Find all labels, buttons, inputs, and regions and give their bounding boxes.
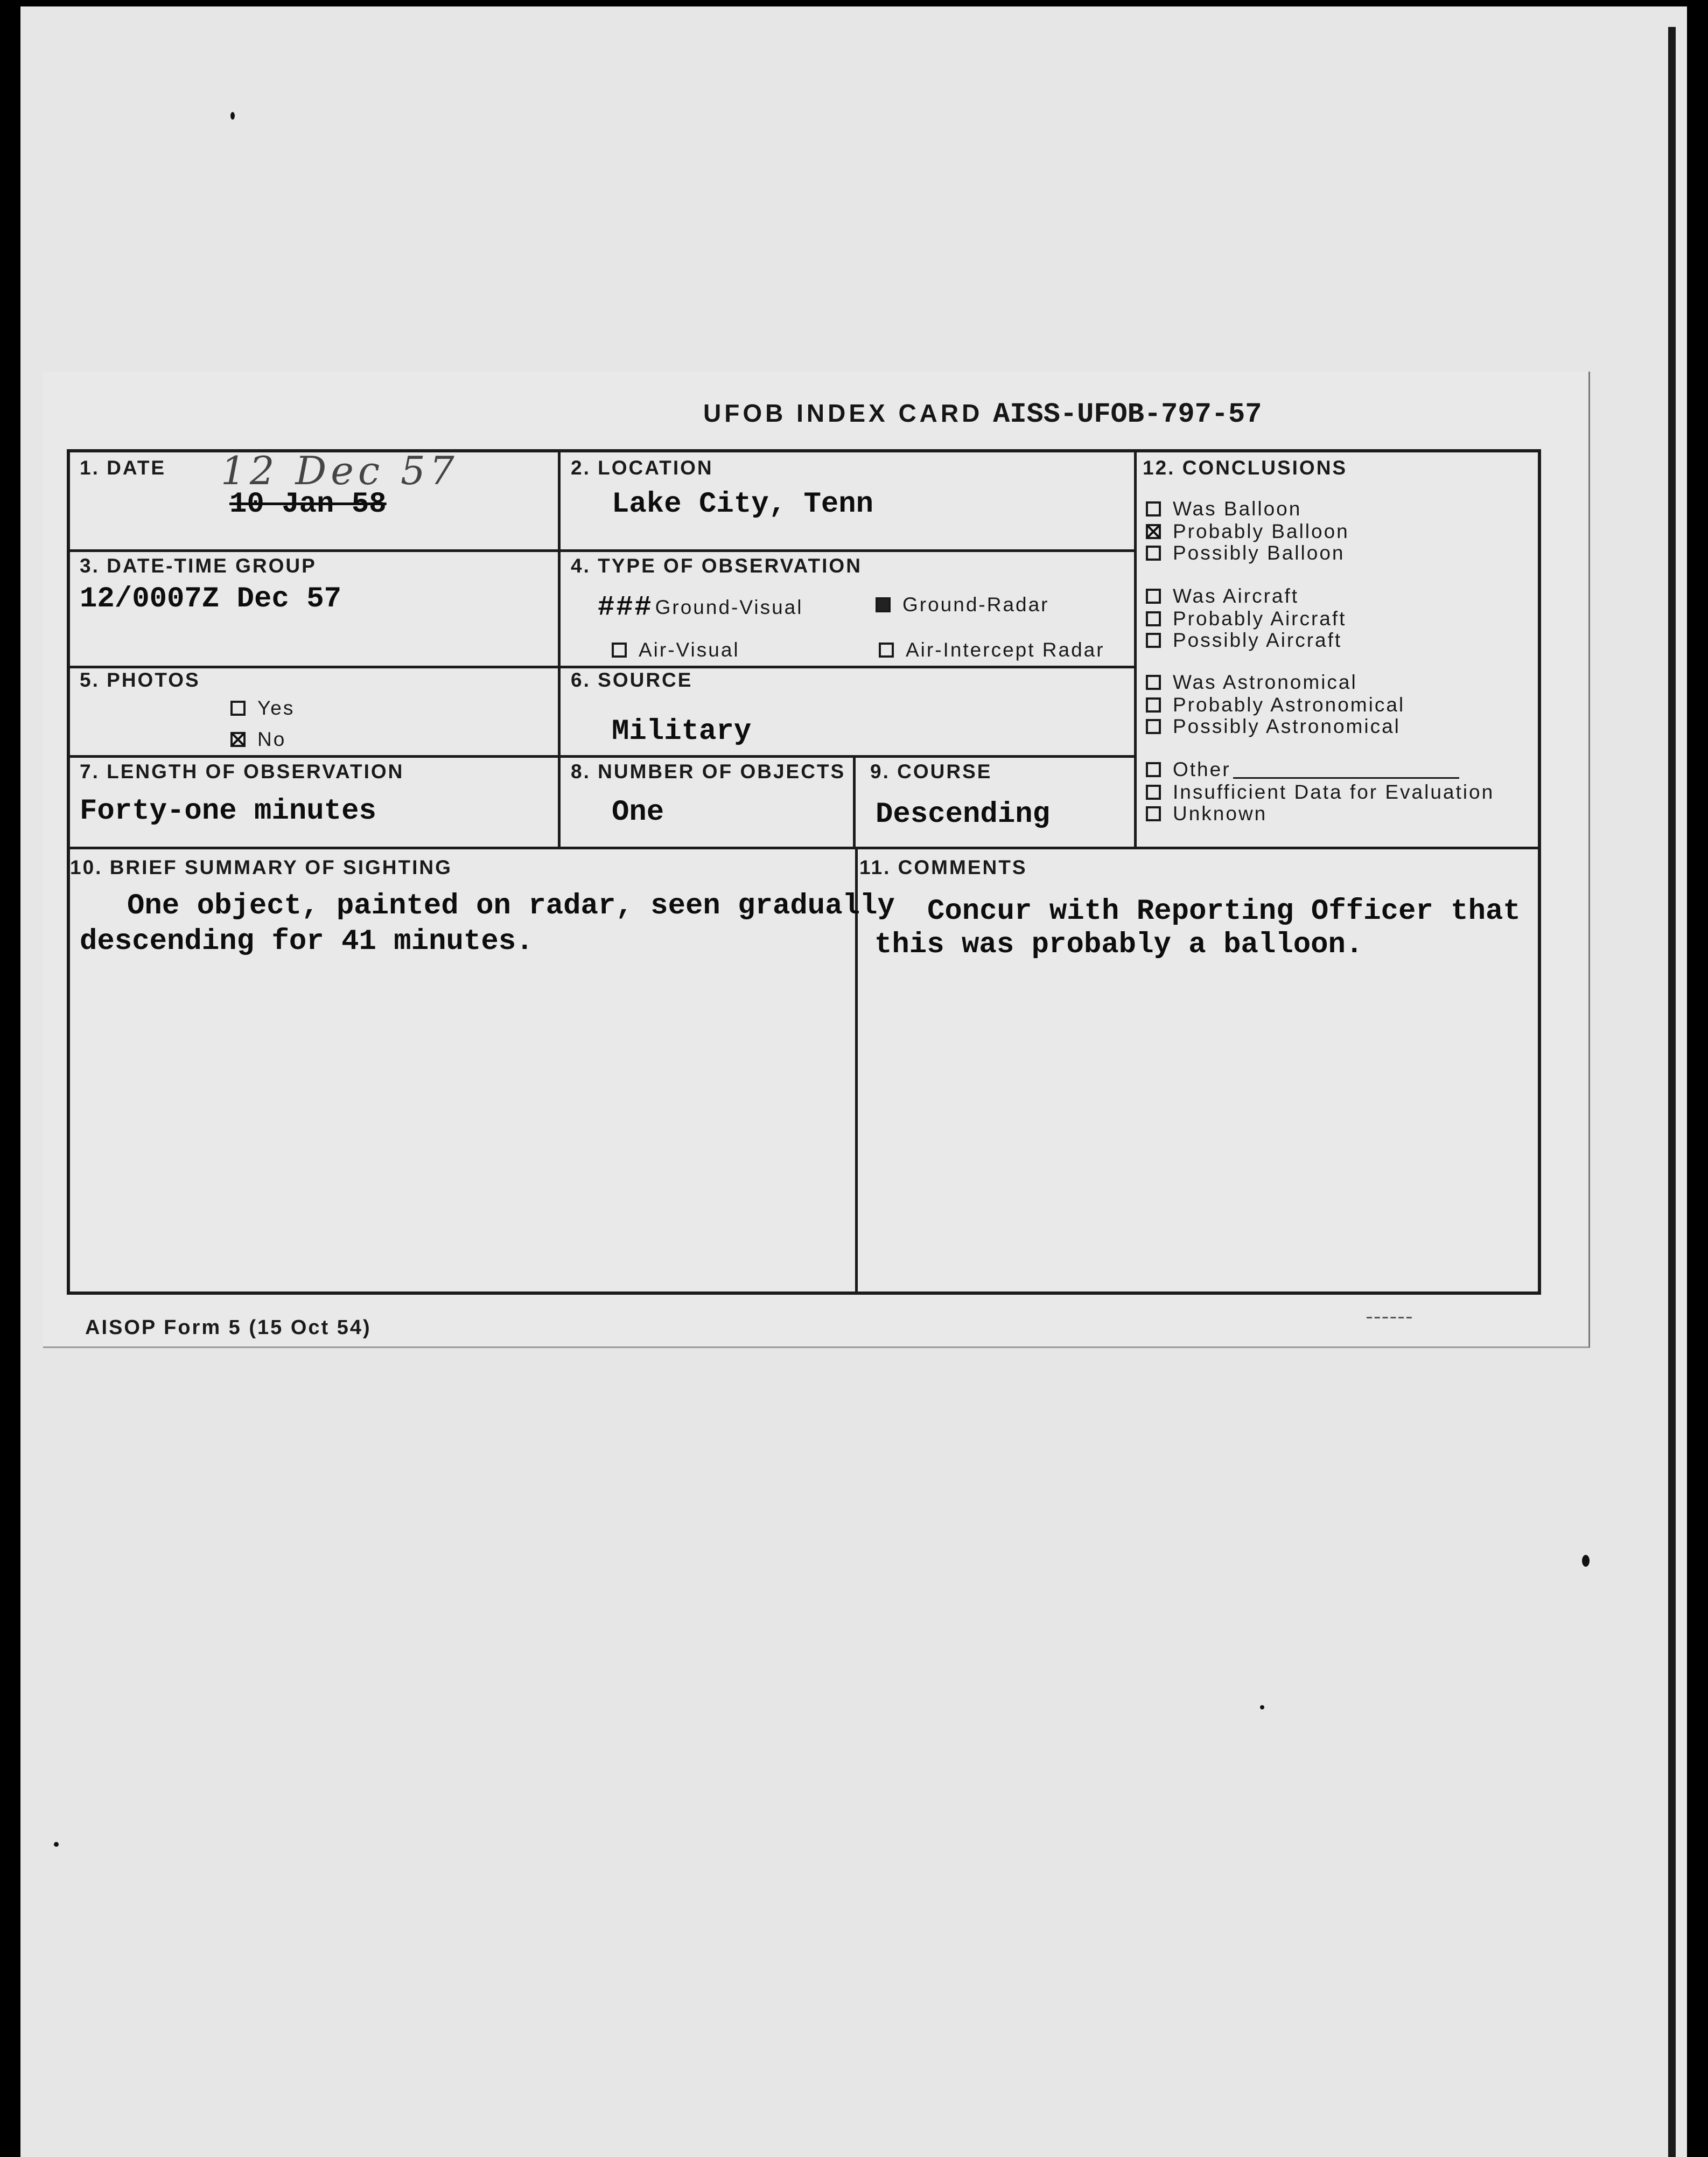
air-intercept-radar-checkbox[interactable] [879, 643, 894, 658]
length-of-observation-value: Forty-one minutes [80, 795, 376, 828]
probably-astronomical-checkbox[interactable] [1146, 697, 1161, 713]
scan-speck [1260, 1705, 1264, 1709]
printer-mark: ▬ ▬ ▬ ▬ ▬ ▬ [1367, 1314, 1412, 1320]
card-title-text: UFOB INDEX CARD [703, 399, 983, 427]
probably-aircraft-checkbox[interactable] [1146, 611, 1161, 626]
card-number: AISS-UFOB-797-57 [993, 399, 1262, 430]
scan-edge [1668, 27, 1676, 2157]
length-of-observation-label: 7. LENGTH OF OBSERVATION [80, 760, 404, 783]
type-of-observation-label: 4. TYPE OF OBSERVATION [571, 555, 862, 577]
was-balloon-checkbox[interactable] [1146, 501, 1161, 516]
card-title [703, 399, 1262, 430]
conclusions-label: 12. CONCLUSIONS [1143, 457, 1348, 479]
date-label: 1. DATE [80, 457, 166, 479]
insufficient-data-checkbox[interactable] [1146, 785, 1161, 800]
photos-yes-checkbox[interactable] [230, 701, 246, 716]
air-intercept-radar-label: Air-Intercept Radar [906, 639, 1105, 661]
conclusion-was-aircraft[interactable] [1146, 585, 1299, 608]
date-handwritten: 12 Dec 57 [221, 448, 459, 493]
divider-row-1 [67, 549, 1136, 552]
was-aircraft-label: Was Aircraft [1173, 585, 1299, 607]
comments-line-1: Concur with Reporting Officer that [927, 895, 1521, 928]
unknown-checkbox[interactable] [1146, 806, 1161, 821]
was-balloon-label: Was Balloon [1173, 498, 1302, 520]
ground-visual-label: Ground-Visual [655, 596, 803, 618]
conclusion-possibly-balloon[interactable] [1146, 542, 1345, 564]
photos-no-label: No [257, 728, 286, 750]
ground-visual-marker: ### [598, 591, 653, 623]
option-photos-yes[interactable] [230, 697, 295, 720]
source-label: 6. SOURCE [571, 669, 693, 691]
divider-col-conclusions [1134, 449, 1137, 848]
option-air-visual[interactable] [612, 639, 740, 661]
number-of-objects-label: 8. NUMBER OF OBJECTS [571, 760, 846, 783]
brief-summary-line-1: One object, painted on radar, seen gradually [127, 890, 895, 923]
air-visual-checkbox[interactable] [612, 643, 627, 658]
unknown-label: Unknown [1173, 802, 1268, 825]
other-checkbox[interactable] [1146, 762, 1161, 777]
probably-balloon-label: Probably Balloon [1173, 520, 1349, 542]
insufficient-data-label: Insufficient Data for Evaluation [1173, 781, 1495, 803]
scan-speck [230, 112, 235, 120]
divider-row-4 [67, 847, 1541, 849]
possibly-aircraft-label: Possibly Aircraft [1173, 629, 1342, 651]
photos-yes-label: Yes [257, 697, 295, 719]
date-time-group-label: 3. DATE-TIME GROUP [80, 555, 317, 577]
conclusion-probably-balloon[interactable] [1146, 520, 1349, 543]
photos-no-checkbox[interactable] [230, 732, 246, 747]
scan-speck [1582, 1555, 1590, 1567]
air-visual-label: Air-Visual [639, 639, 740, 661]
photos-label: 5. PHOTOS [80, 669, 200, 691]
ground-radar-label: Ground-Radar [902, 594, 1049, 616]
comments-label: 11. COMMENTS [859, 856, 1027, 878]
conclusion-was-astronomical[interactable] [1146, 671, 1357, 694]
possibly-aircraft-checkbox[interactable] [1146, 633, 1161, 648]
scan-speck [54, 1842, 59, 1847]
number-of-objects-value: One [612, 796, 664, 829]
possibly-balloon-label: Possibly Balloon [1173, 542, 1345, 564]
conclusion-unknown[interactable] [1146, 802, 1267, 825]
divider-row-2 [67, 666, 1136, 668]
option-air-intercept-radar[interactable] [879, 639, 1105, 661]
conclusion-probably-aircraft[interactable] [1146, 608, 1346, 630]
probably-balloon-checkbox[interactable] [1146, 524, 1161, 539]
date-typed-struck: 10 Jan 58 [229, 488, 387, 521]
brief-summary-line-2: descending for 41 minutes. [80, 925, 534, 958]
brief-summary-label: 10. BRIEF SUMMARY OF SIGHTING [70, 856, 452, 878]
probably-aircraft-label: Probably Aircraft [1173, 608, 1347, 630]
form-id: AISOP Form 5 (15 Oct 54) [85, 1316, 372, 1339]
divider-row-3 [67, 755, 1136, 758]
option-ground-radar[interactable] [876, 594, 1049, 616]
possibly-balloon-checkbox[interactable] [1146, 546, 1161, 561]
was-astronomical-label: Was Astronomical [1173, 671, 1357, 693]
conclusion-insufficient-data[interactable] [1146, 781, 1494, 804]
was-aircraft-checkbox[interactable] [1146, 589, 1161, 604]
divider-objects-course [853, 755, 856, 848]
possibly-astronomical-checkbox[interactable] [1146, 719, 1161, 734]
other-blank-line[interactable] [1233, 761, 1459, 779]
divider-col-1 [558, 449, 561, 848]
probably-astronomical-label: Probably Astronomical [1173, 694, 1405, 716]
option-photos-no[interactable] [230, 728, 286, 751]
conclusion-probably-astronomical[interactable] [1146, 694, 1405, 716]
conclusion-was-balloon[interactable] [1146, 498, 1301, 520]
date-time-group-value: 12/0007Z Dec 57 [80, 583, 342, 616]
course-value: Descending [876, 798, 1051, 831]
location-label: 2. LOCATION [571, 457, 713, 479]
conclusion-possibly-aircraft[interactable] [1146, 629, 1342, 652]
comments-line-2: this was probably a balloon. [874, 929, 1363, 961]
location-value: Lake City, Tenn [612, 488, 874, 521]
other-label: Other [1173, 758, 1231, 780]
source-value: Military [612, 715, 752, 748]
ground-radar-checkbox[interactable] [876, 597, 891, 612]
conclusion-other[interactable] [1146, 758, 1459, 781]
was-astronomical-checkbox[interactable] [1146, 675, 1161, 690]
course-label: 9. COURSE [870, 760, 992, 783]
possibly-astronomical-label: Possibly Astronomical [1173, 715, 1401, 737]
conclusion-possibly-astronomical[interactable] [1146, 715, 1401, 738]
option-ground-visual[interactable] [598, 591, 803, 623]
